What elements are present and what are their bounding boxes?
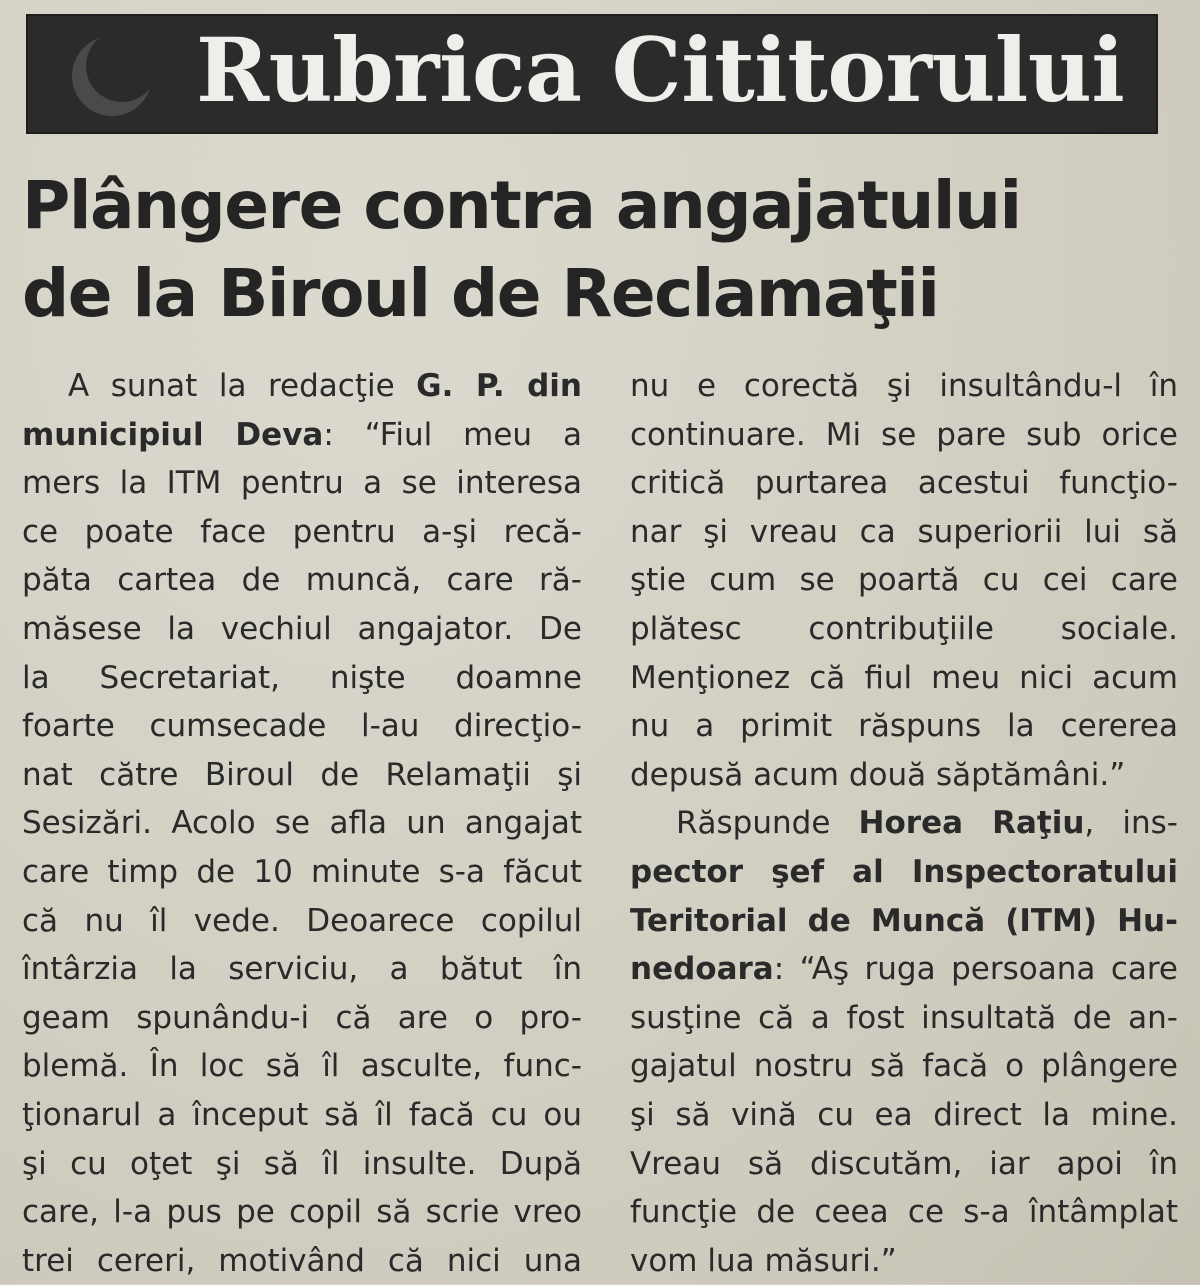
- text-line: [22, 848, 582, 897]
- bold-text: nedoara: [630, 951, 774, 988]
- text-line: [22, 1042, 582, 1091]
- text-run: păta cartea de muncă, care ră-: [22, 562, 582, 599]
- text-run: ştie cum se poartă cu cei care: [630, 562, 1178, 599]
- text-run: ce poate face pentru a-şi recă-: [22, 513, 582, 550]
- bold-text: Teritorial de Muncă (ITM) Hu-: [630, 902, 1178, 939]
- text-run: nu e corectă şi insultându-l în: [630, 368, 1178, 404]
- headline-line-2: de la Biroul de Reclamaţii: [22, 255, 939, 332]
- text-line: [630, 1140, 1178, 1189]
- text-line: [22, 605, 582, 654]
- text-line: [630, 411, 1178, 460]
- text-run: : “Fiul meu a: [323, 416, 582, 453]
- text-line: [22, 1188, 582, 1237]
- text-line: [630, 556, 1178, 605]
- text-line: [22, 1091, 582, 1140]
- text-line: [630, 654, 1178, 703]
- text-run: gajatul nostru să facă o plângere: [630, 1048, 1178, 1085]
- rubric-banner: [26, 14, 1158, 134]
- bold-text: municipiul Deva: [22, 416, 324, 453]
- bold-text: pector şef al Inspectoratului: [630, 853, 1178, 890]
- text-line: [22, 1237, 582, 1285]
- text-line: [22, 1140, 582, 1189]
- text-line: [22, 556, 582, 605]
- headline-line-1: Plângere contra angajatului: [22, 167, 1021, 244]
- text-run: , ins-: [1084, 805, 1178, 842]
- text-run: continuare. Mi se pare sub orice: [630, 416, 1178, 453]
- text-run: blemă. În loc să îl asculte, func-: [22, 1048, 582, 1085]
- text-line: [22, 897, 582, 946]
- text-line: [22, 751, 582, 800]
- text-line: [630, 508, 1178, 557]
- text-line: [630, 1237, 1178, 1285]
- text-run: foarte cumsecade l-au direcţio-: [22, 708, 582, 745]
- text-line: [22, 508, 582, 557]
- text-run: nu a primit răspuns la cererea: [630, 708, 1178, 745]
- text-run: Răspunde: [676, 805, 859, 842]
- text-line: [630, 945, 1178, 994]
- text-line: [630, 1188, 1178, 1237]
- text-run: nar şi vreau ca superiorii lui să: [630, 513, 1178, 550]
- text-run: măsese la vechiul angajator. De: [22, 610, 582, 647]
- text-run: întârzia la serviciu, a bătut în: [22, 951, 582, 988]
- text-run: Vreau să discutăm, iar apoi în: [630, 1145, 1178, 1182]
- crescent-moon-icon: [66, 28, 166, 120]
- bold-text: Horea Raţiu: [858, 805, 1085, 842]
- text-line: [630, 702, 1178, 751]
- text-run: Sesizări. Acolo se afla un angajat: [22, 805, 582, 842]
- text-run: vom lua măsuri.”: [630, 1242, 897, 1279]
- text-line: [22, 411, 582, 460]
- text-line: [630, 605, 1178, 654]
- rubric-title: Rubrica Cititorului: [196, 18, 1125, 122]
- text-run: critică purtarea acestui funcţio-: [630, 465, 1178, 502]
- text-line: [630, 848, 1178, 897]
- text-line: [22, 945, 582, 994]
- text-run: care, l-a pus pe copil să scrie vreo: [22, 1194, 582, 1231]
- text-run: ţionarul a început să îl facă cu ou: [22, 1096, 582, 1133]
- text-line: [22, 459, 582, 508]
- text-line: [630, 1042, 1178, 1091]
- text-run: plătesc contribuţiile sociale.: [630, 610, 1178, 647]
- text-line: [630, 362, 1178, 411]
- text-run: funcţie de ceea ce s-a întâmplat: [630, 1194, 1178, 1231]
- text-run: mers la ITM pentru a se interesa: [22, 465, 582, 502]
- article-column-right: [630, 362, 1178, 1285]
- text-line: [630, 751, 1178, 800]
- text-run: geam spunându-i că are o pro-: [22, 999, 582, 1036]
- text-line: [22, 799, 582, 848]
- text-run: susţine că a fost insultată de an-: [630, 999, 1178, 1036]
- text-line: [22, 654, 582, 703]
- text-line: [22, 702, 582, 751]
- bold-text: G. P. din: [416, 368, 582, 404]
- text-run: şi să vină cu ea direct la mine.: [630, 1096, 1178, 1133]
- text-run: care timp de 10 minute s-a făcut: [22, 853, 582, 890]
- text-line: [630, 799, 1178, 848]
- article-headline: [22, 162, 1182, 338]
- text-run: la Secretariat, nişte doamne: [22, 659, 582, 696]
- text-run: şi cu oţet şi să îl insulte. După: [22, 1145, 582, 1182]
- text-run: că nu îl vede. Deoarece copilul: [22, 902, 582, 939]
- text-run: : “Aş ruga persoana care: [773, 951, 1178, 988]
- text-line: [630, 897, 1178, 946]
- text-run: depusă acum două săptămâni.”: [630, 756, 1126, 793]
- text-run: A sunat la redacţie: [68, 368, 417, 404]
- text-line: [630, 1091, 1178, 1140]
- text-line: [630, 994, 1178, 1043]
- text-line: [22, 362, 582, 411]
- text-run: Menţionez că fiul meu nici acum: [630, 659, 1178, 696]
- text-line: [22, 994, 582, 1043]
- text-run: trei cereri, motivând că nici una: [22, 1242, 582, 1279]
- text-line: [630, 459, 1178, 508]
- article-column-left: [22, 362, 582, 1285]
- text-run: nat către Biroul de Relamaţii şi: [22, 756, 582, 793]
